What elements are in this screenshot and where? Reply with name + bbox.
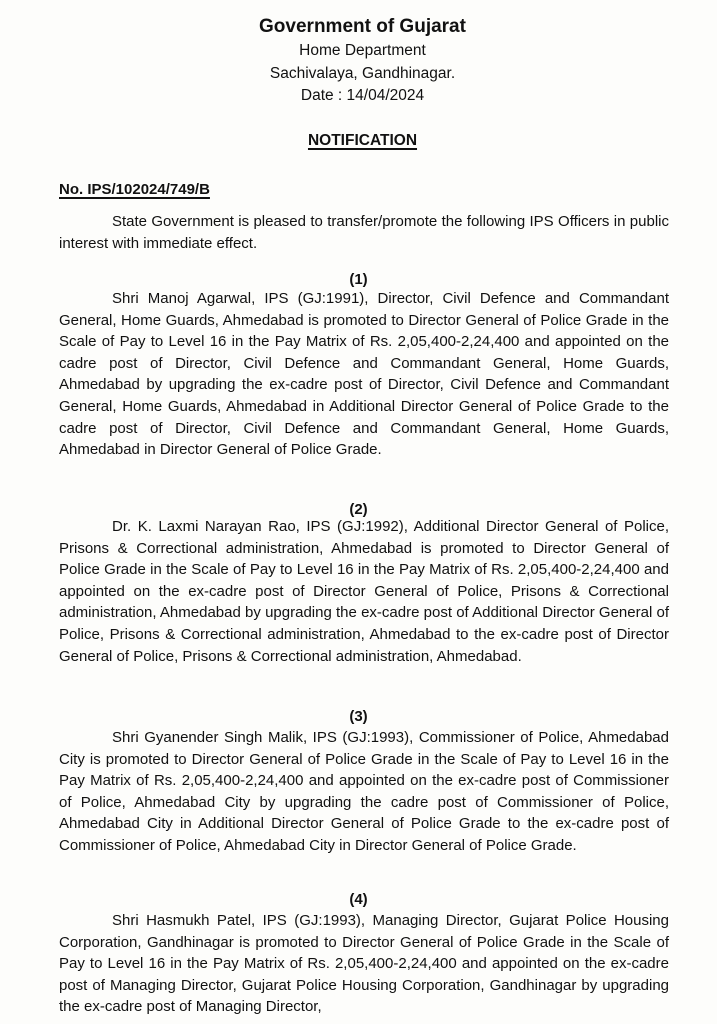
intro-paragraph: State Government is pleased to transfer/promote the following IPS Officers in public interest with immediate effect.	[59, 213, 669, 252]
order-3-text: Shri Gyanender Singh Malik, IPS (GJ:1993), Commissioner of Police, Ahmedabad City is promoted to Director General of Police Grade in the Scale of Pay to Level 16 in the Pay Matrix of Rs. 2,05,400-2,24,400 and appointed on the ex-cadre post of Commissioner of Police, Ahmedabad City by upgrading the cadre post of Commissioner of Police, Ahmedabad City in Additional Director General of Police Grade to the ex-cadre post of Commissioner of Police, Ahmedabad City in Director General of Police Grade.	[59, 729, 669, 854]
order-number-text: No. IPS/102024/749/B	[59, 181, 210, 198]
order-1-number: (1)	[349, 271, 368, 288]
government-title: Government of Gujarat	[259, 16, 466, 37]
order-1-text: Shri Manoj Agarwal, IPS (GJ:1991), Director, Civil Defence and Commandant General, Home Guards, Ahmedabad is promoted to Director General of Police Grade in the Scale of Pay to Level 16 in the Pay Matrix of Rs. 2,05,400-2,24,400 and appointed on the cadre post of Director, Civil Defence and Commandant General, Home Guards, Ahmedabad by upgrading the ex-cadre post of Director, Civil Defence and Commandant General, Home Guards, Ahmedabad in Additional Director General of Police Grade to the cadre post of Director, Civil Defence and Commandant General, Home Guards, Ahmedabad in Director General of Police Grade.	[59, 290, 669, 459]
order-number	[59, 180, 210, 200]
order-2-text: Dr. K. Laxmi Narayan Rao, IPS (GJ:1992), Additional Director General of Police, Prisons & Correctional administration, Ahmedabad is promoted to Director General of Police Grade in the Scale of Pay to Level 16 in the Pay Matrix of Rs. 2,05,400-2,24,400 and appointed on the ex-cadre post of Director General of Police, Prisons & Correctional administration, Ahmedabad by upgrading the ex-cadre post of Additional Director General of Police, Prisons & Correctional administration, Ahmedabad to the ex-cadre post of Director General of Police, Prisons & Correctional administration, Ahmedabad.	[59, 518, 669, 665]
order-2-number: (2)	[349, 501, 368, 518]
notification-heading	[4, 131, 717, 151]
order-4-text: Shri Hasmukh Patel, IPS (GJ:1993), Managing Director, Gujarat Police Housing Corporation, Gandhinagar is promoted to Director General of Police Grade in the Scale of Pay to Level 16 in the Pay Matrix of Rs. 2,05,400-2,24,400 and appointed on the ex-cadre post of Managing Director, Gujarat Police Housing Corporation, Gandhinagar by upgrading the ex-cadre post of Managing Director,	[59, 912, 669, 1016]
order-4-number: (4)	[349, 891, 368, 908]
notification-title: NOTIFICATION	[307, 132, 418, 149]
department-name: Home Department	[299, 42, 426, 59]
office-location: Sachivalaya, Gandhinagar.	[269, 65, 456, 82]
document-date: Date : 14/04/2024	[300, 87, 425, 104]
order-3-number: (3)	[349, 708, 368, 725]
